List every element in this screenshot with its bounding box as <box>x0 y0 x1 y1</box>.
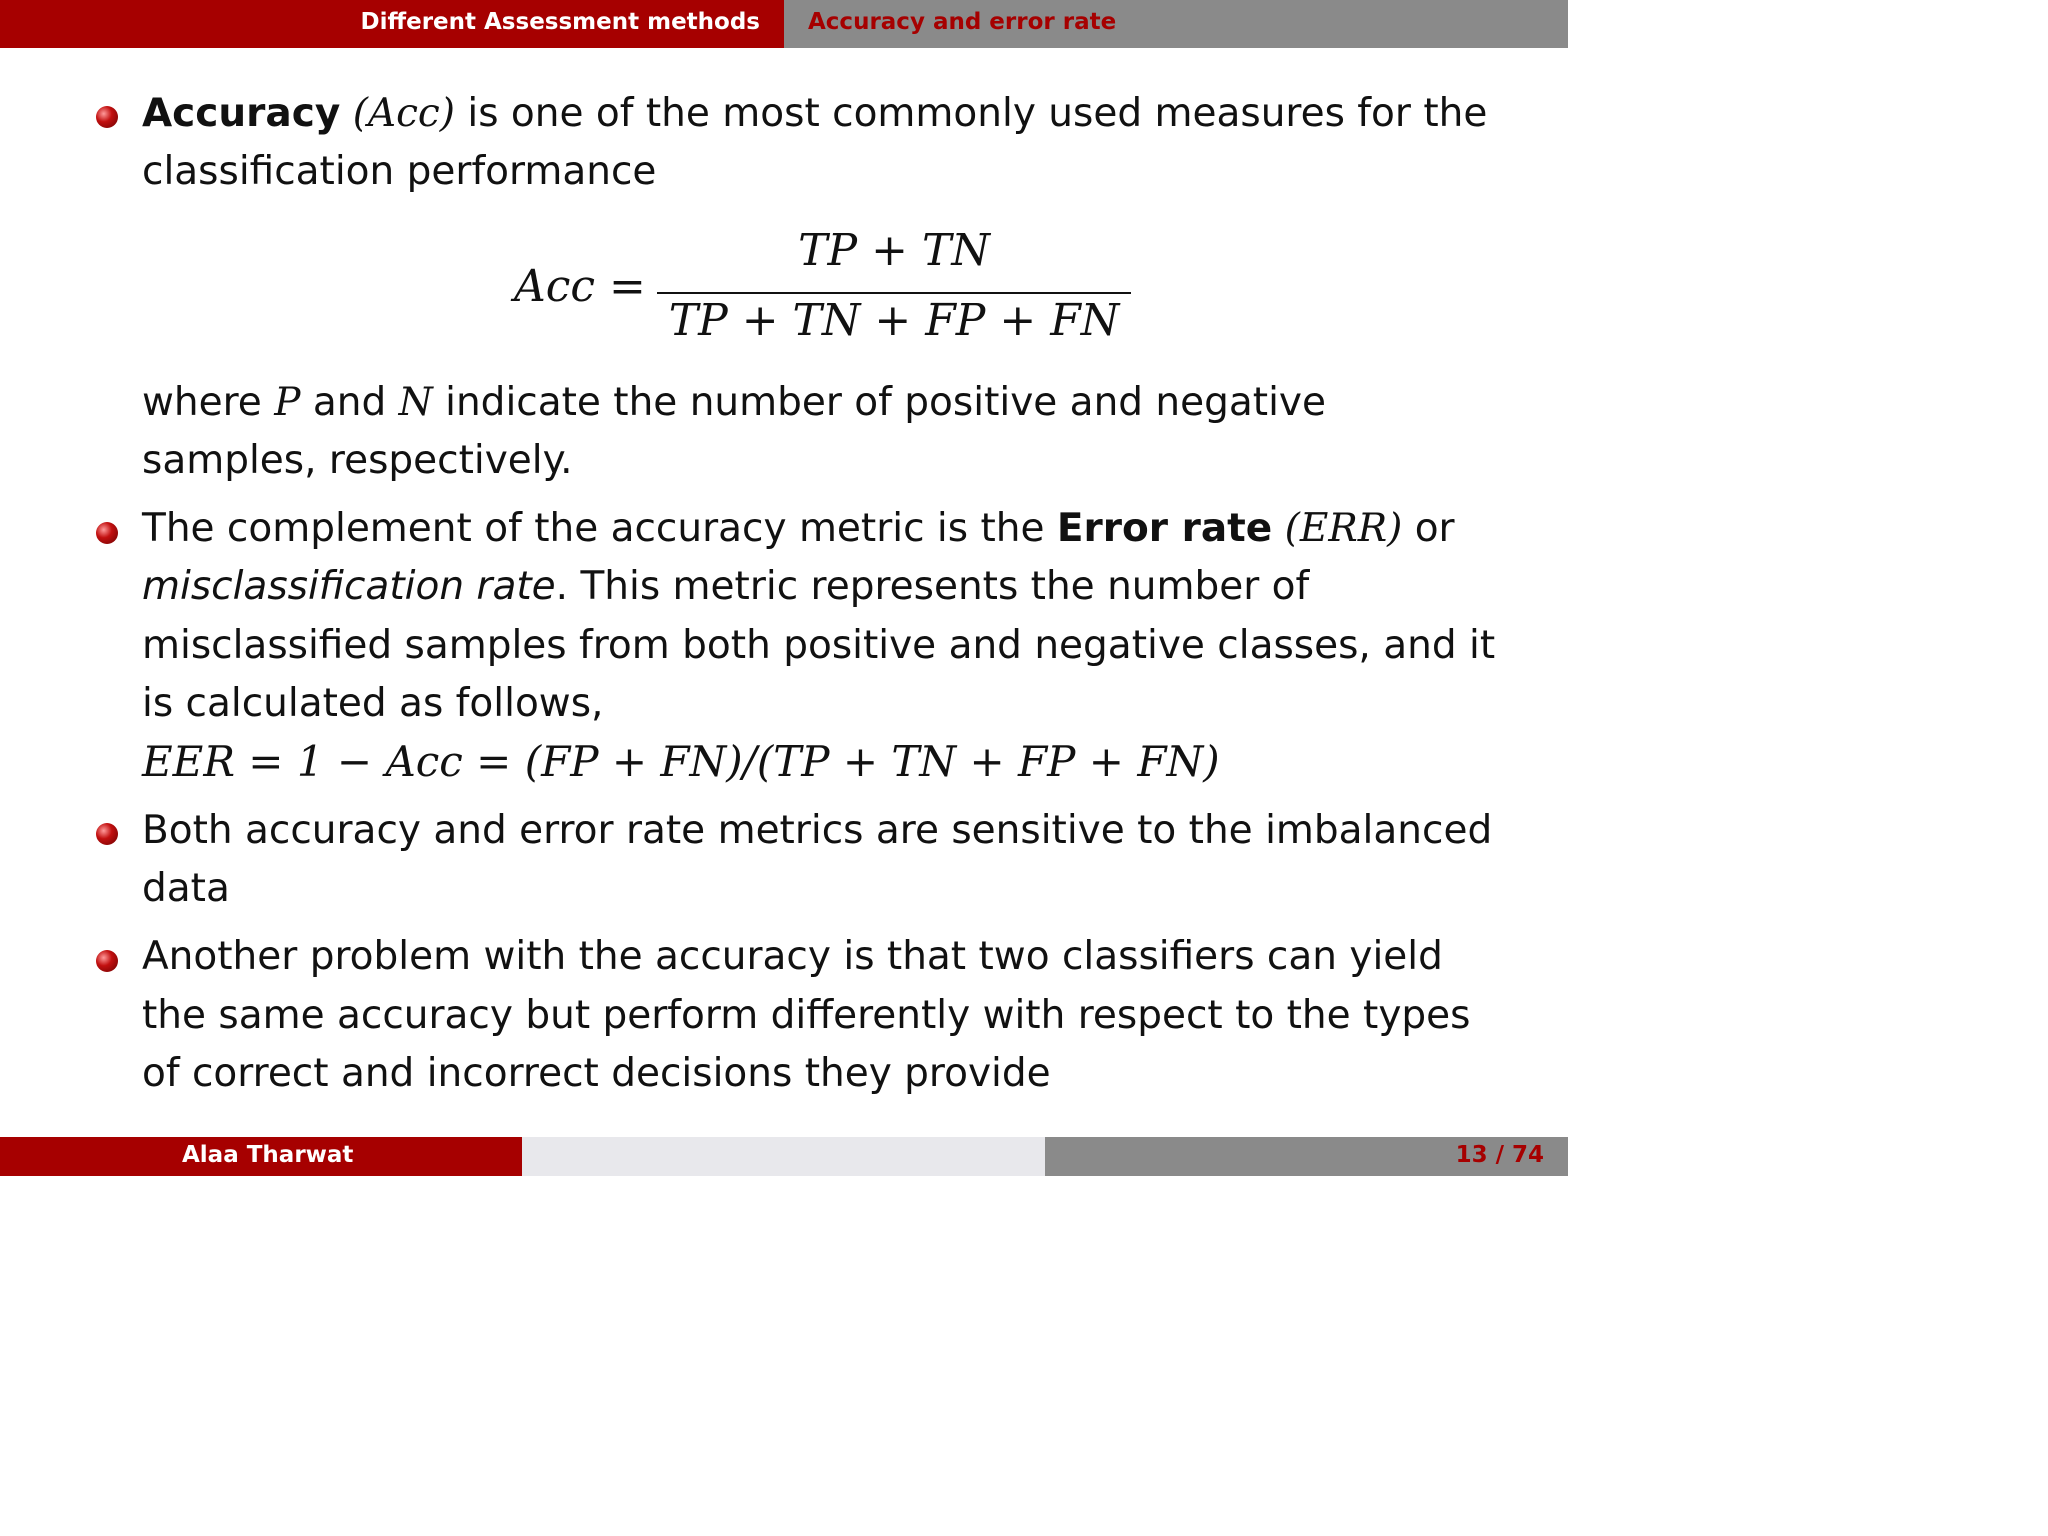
error-rate-term: Error rate <box>1056 506 1273 551</box>
explain-line1 <box>142 377 1326 429</box>
bullet4-line2: the same accuracy but perform differently with respect to the types <box>142 993 1471 1038</box>
bullet4-line1: Another problem with the accuracy is that two classifiers can yield <box>142 934 1443 979</box>
fraction-bar <box>657 292 1131 294</box>
header-section-label[interactable]: Different Assessment methods <box>360 9 760 35</box>
bullet3-line2: data <box>142 866 230 911</box>
bullet-icon <box>96 823 118 845</box>
error-rate-formula: EER = 1 − Acc = (FP + FN)/(TP + TN + FP + FN) <box>142 737 1220 786</box>
bullet2-line4: is calculated as follows, <box>142 681 604 726</box>
symbol-n: N <box>398 380 433 425</box>
misclassification-term: misclassification rate <box>142 564 556 609</box>
bullet-icon <box>96 522 118 544</box>
explain-text-b: and <box>300 380 399 425</box>
header-subsection[interactable] <box>784 0 1568 48</box>
acc-symbol: (Acc) <box>352 91 455 136</box>
footer-bar <box>0 1137 1568 1176</box>
formula-lhs: Acc = <box>514 261 646 312</box>
accuracy-formula <box>514 225 1154 355</box>
formula-denominator: TP + TN + FP + FN <box>668 295 1120 346</box>
footer-title-slot <box>522 1137 1045 1176</box>
accuracy-term: Accuracy <box>142 91 341 136</box>
bullet2-text-c: . This metric represents the number of <box>555 564 1310 609</box>
symbol-p: P <box>274 380 301 425</box>
bullet2-line2 <box>142 561 1309 613</box>
bullet2-text-a: The complement of the accuracy metric is the <box>142 506 1057 551</box>
footer-author-label: Alaa Tharwat <box>182 1142 354 1168</box>
bullet2-line1 <box>142 503 1455 555</box>
bullet4-line3: of correct and incorrect decisions they provide <box>142 1051 1051 1096</box>
bullet2-line3: misclassified samples from both positive and negative classes, and it <box>142 623 1496 668</box>
header-section[interactable] <box>0 0 784 48</box>
err-symbol: (ERR) <box>1284 506 1403 551</box>
header-subsection-label[interactable]: Accuracy and error rate <box>808 9 1117 35</box>
page-number: 13 / 74 <box>1455 1142 1544 1168</box>
explain-text-c: indicate the number of positive and negative <box>432 380 1327 425</box>
bullet1-line1 <box>142 88 1487 140</box>
explain-line2: samples, respectively. <box>142 438 573 483</box>
bullet2-text-b: or <box>1402 506 1455 551</box>
bullet1-line2: classification performance <box>142 149 657 194</box>
bullet-icon <box>96 106 118 128</box>
bullet-icon <box>96 950 118 972</box>
footer-author <box>0 1137 522 1176</box>
bullet3-line1: Both accuracy and error rate metrics are sensitive to the imbalanced <box>142 808 1493 853</box>
formula-numerator: TP + TN <box>798 225 990 276</box>
header-bar <box>0 0 1568 48</box>
footer-page <box>1045 1137 1568 1176</box>
explain-text-a: where <box>142 380 275 425</box>
bullet1-text: is one of the most commonly used measures for the <box>454 91 1488 136</box>
